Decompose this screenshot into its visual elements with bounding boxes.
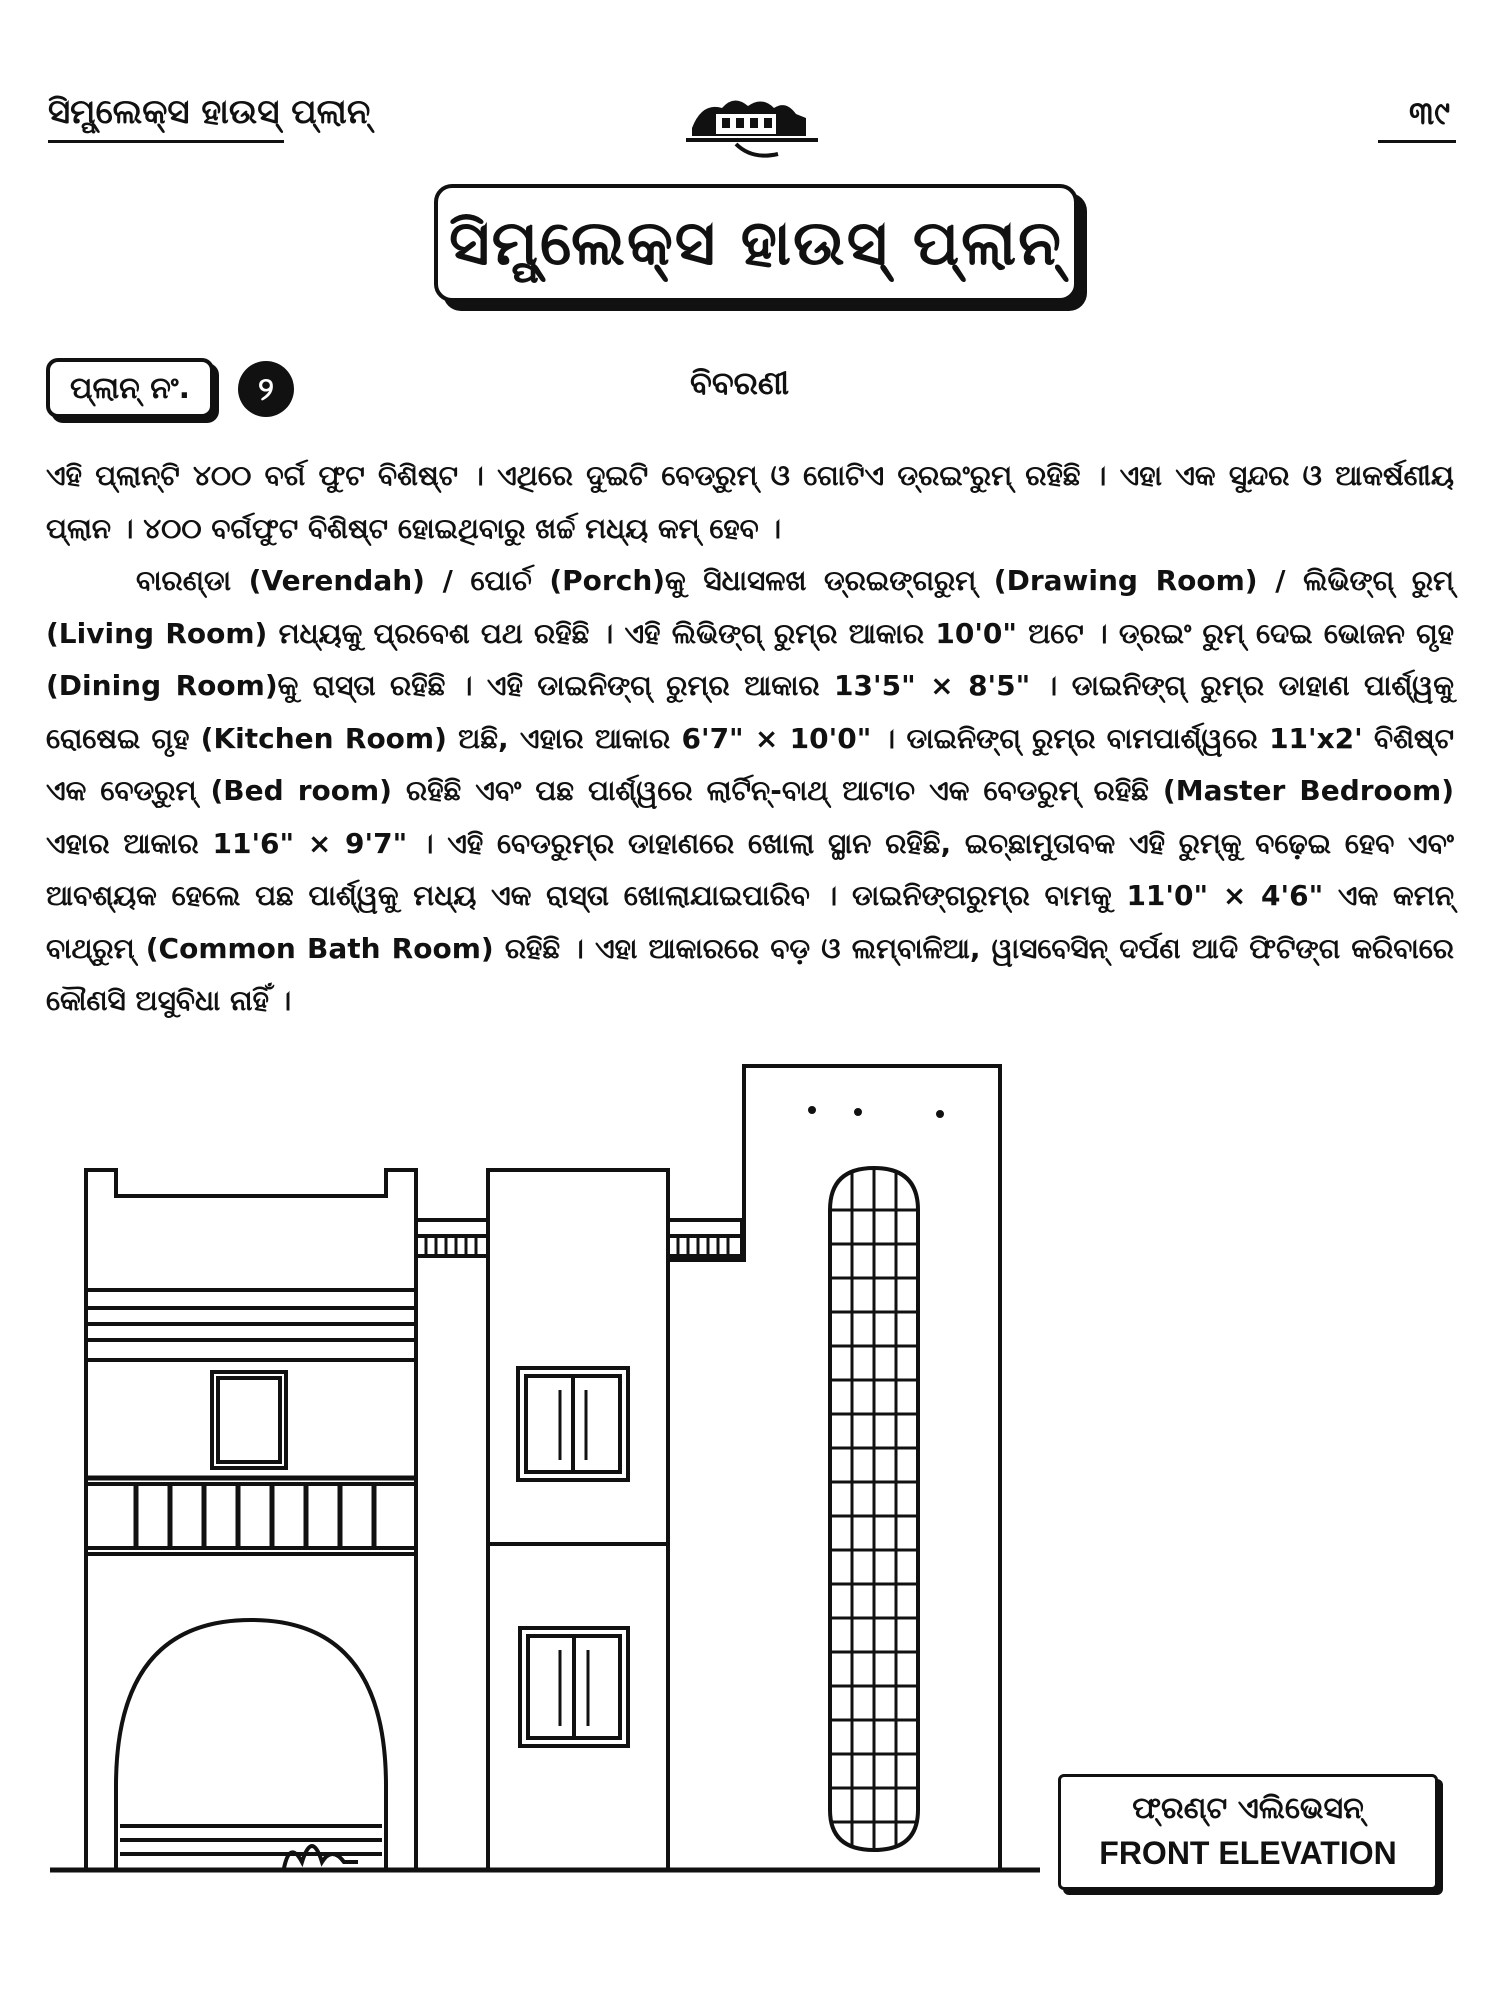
page-title: ସିମ୍ପ୍ଲେକ୍ସ ହାଉସ୍ ପ୍ଲାନ୍ <box>449 206 1063 279</box>
plan-number-badge: ୨ <box>238 361 294 417</box>
title-box <box>434 184 1078 302</box>
paragraph-1: ଏହି ପ୍ଲାନ୍‌ଟି ୪୦୦ ବର୍ଗ ଫୁଟ ବିଶିଷ୍ଟ । ଏଥିରେ ଦୁଇଟି ବେଡ୍‌ରୁମ୍ ଓ ଗୋଟିଏ ଡ୍ରଇଂରୁମ୍ ରହିଛି । ଏହା ଏକ ସୁନ୍ଦର ଓ ଆକର୍ଷଣୀୟ ପ୍ଲାନ । ୪୦୦ ବର୍ଗଫୁଟ ବିଶିଷ୍ଟ ହୋଇଥିବାରୁ ଖର୍ଚ୍ଚ ମଧ୍ୟ କମ୍ ହେବ । <box>46 459 1454 545</box>
plan-number-label: ପ୍ଲାନ୍ ନଂ. <box>46 358 214 418</box>
page-number: ୩୯ <box>1408 94 1450 132</box>
running-title-underline <box>48 140 284 143</box>
elevation-caption <box>1058 1774 1438 1890</box>
caption-english: FRONT ELEVATION <box>1099 1835 1397 1871</box>
page-number-underline <box>1378 140 1456 143</box>
caption-odia: ଫ୍ରଣ୍ଟ ଏଲିଭେସନ୍ <box>1132 1791 1364 1826</box>
section-heading: ବିବରଣୀ <box>690 364 790 402</box>
house-logo-icon <box>682 88 822 164</box>
running-title: ସିମ୍ପ୍ଲେକ୍ସ ହାଉସ୍ ପ୍ଲାନ୍ <box>48 92 371 132</box>
paragraph-2: ବାରଣ୍ଡା (Verendah) / ପୋର୍ଚ (Porch)କୁ ସିଧାସଳଖ ଡ୍ରଇଙ୍ଗରୁମ୍ (Drawing Room) / ଲିଭିଙ୍ଗ୍ ରୁମ୍ (Living Room) ମଧ୍ୟକୁ ପ୍ରବେଶ ପଥ ରହିଛି । ଏହି ଲିଭିଙ୍ଗ୍ ରୁମ୍‌ର ଆକାର 10'0" ଅଟେ । ଡ୍ରଇଂ ରୁମ୍ ଦେଇ ଭୋଜନ ଗୃହ (Dining Room)କୁ ରାସ୍ତା ରହିଛି । ଏହି ଡାଇନିଙ୍ଗ୍ ରୁମ୍‌ର ଆକାର 13'5" × 8'5" । ଡାଇନିଙ୍ଗ୍ ରୁମ୍‌ର ଡାହାଣ ପାର୍ଶ୍ୱକୁ ରୋଷେଇ ଗୃହ (Kitchen Room) ଅଛି, ଏହାର ଆକାର 6'7" × 10'0" । ଡାଇନିଙ୍ଗ୍ ରୁମ୍‌ର ବାମପାର୍ଶ୍ୱରେ 11'x2' ବିଶିଷ୍ଟ ଏକ ବେଡ୍‌ରୁମ୍ (Bed room) ରହିଛି ଏବଂ ପଛ ପାର୍ଶ୍ୱରେ ଲାର୍ଟିନ୍-ବାଥ୍ ଆଟାଚ ଏକ ବେଡରୁମ୍ ରହିଛି (Master Bedroom) ଏହାର ଆକାର 11'6" × 9'7" । ଏହି ବେଡରୁମ୍‌ର ଡାହାଣରେ ଖୋଲା ସ୍ଥାନ ରହିଛି, ଇଚ୍ଛାମୁତାବକ ଏହି ରୁମ୍‌କୁ ବଢ଼େଇ ହେବ ଏବଂ ଆବଶ୍ୟକ ହେଲେ ପଛ ପାର୍ଶ୍ୱକୁ ମଧ୍ୟ ଏକ ରାସ୍ତା ଖୋଲାଯାଇପାରିବ । ଡାଇନିଙ୍ଗରୁମ୍‌ର ବାମକୁ 11'0" × 4'6" ଏକ କମନ୍ ବାଥ୍‌ରୁମ୍ (Common Bath Room) ରହିଛି । ଏହା ଆକାରରେ ବଡ଼ ଓ ଲମ୍ବାଳିଆ, ୱାସବେସିନ୍ ଦର୍ପଣ ଆଦି ଫିଟିଙ୍ଗ କରିବାରେ କୌଣସି ଅସୁବିଧା ନାହିଁ । <box>46 564 1454 1017</box>
front-elevation-drawing <box>40 1050 1040 1884</box>
description-body <box>46 450 1454 1028</box>
